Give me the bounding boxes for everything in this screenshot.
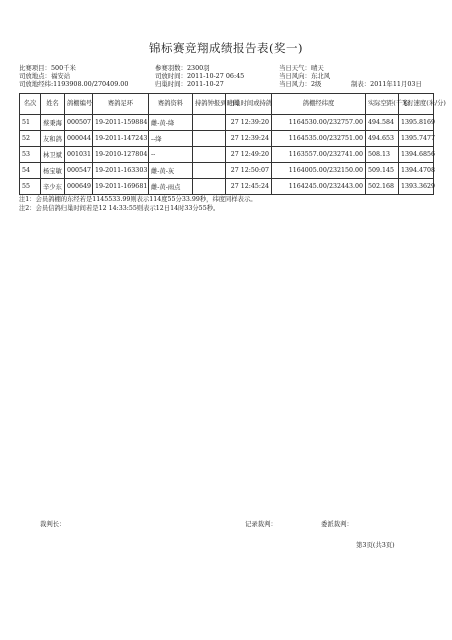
results-table [19, 93, 446, 195]
cell-pigeon-info: 雌-黄-灰 [149, 163, 193, 179]
cell-loft-id: 000507 [65, 115, 93, 131]
cell-name: 辛少东 [41, 179, 65, 195]
cell-pigeon-info: -- [149, 147, 193, 163]
cell-distance: 502.168 [366, 179, 399, 195]
header-loft-coords: 鸽棚经纬度 [272, 94, 366, 115]
cell-name: 蔡秉海 [41, 115, 65, 131]
cell-rank: 52 [20, 131, 41, 147]
cell-ring: 19-2011-169681 [93, 179, 149, 195]
header-name: 姓名 [41, 94, 65, 115]
cell-loft-coords: 1164535.00/232751.00 [272, 131, 366, 147]
cell-speed: 1394.4708 [399, 163, 434, 179]
cell-loft-id: 001031 [65, 147, 93, 163]
release-place: 司放地点：福安站 [19, 72, 71, 80]
cell-return-time: 27 12:45:24 [226, 179, 272, 195]
table-row [20, 115, 434, 131]
wind-force: 当日风力：2级 [279, 80, 322, 88]
cell-clock-time [193, 163, 226, 179]
cell-clock-time [193, 179, 226, 195]
cell-distance: 509.145 [366, 163, 399, 179]
header-pigeon-info: 赛鸽资料 [149, 94, 193, 115]
cell-ring: 19-2011-159884 [93, 115, 149, 131]
cell-speed: 1393.3629 [399, 179, 434, 195]
header-ring: 赛鸽足环 [93, 94, 149, 115]
note-1: 注1：会员鸽棚的东经若是1145533.99则表示114度55分33.99秒，纬度同样表示。 [19, 196, 257, 203]
cell-loft-coords: 1163557.00/232741.00 [272, 147, 366, 163]
cell-pigeon-info: --绛 [149, 131, 193, 147]
cell-loft-coords: 1164005.00/232150.00 [272, 163, 366, 179]
table-header-row [20, 94, 434, 115]
header-distance: 实际空距(千米) [366, 94, 399, 115]
cell-rank: 54 [20, 163, 41, 179]
cell-name: 友和鸽 [41, 131, 65, 147]
cell-ring: 19-2011-163303 [93, 163, 149, 179]
made-date: 制表：2011年11月03日 [351, 80, 422, 88]
cell-ring: 19-2011-147243 [93, 131, 149, 147]
cell-pigeon-info: 雌-黄-绛 [149, 115, 193, 131]
delegate-label: 委派裁判： [321, 520, 353, 528]
cell-speed: 1394.6856 [399, 147, 434, 163]
cell-loft-coords: 1164245.00/232443.00 [272, 179, 366, 195]
header-speed: 飞行速度(米/分) [399, 94, 434, 115]
release-time: 司放时间：2011-10-27 06:45 [155, 72, 245, 80]
header-rank: 名次 [20, 94, 41, 115]
table-row [20, 163, 434, 179]
header-loft-id: 鸽棚编号 [65, 94, 93, 115]
cell-ring: 19-2010-127804 [93, 147, 149, 163]
cell-speed: 1395.8169 [399, 115, 434, 131]
cell-return-time: 27 12:39:24 [226, 131, 272, 147]
recorder-label: 记录裁判： [245, 520, 277, 528]
header-clock-time: 持鸽钟报到时间 [193, 94, 226, 115]
cell-rank: 51 [20, 115, 41, 131]
page-title: 锦标赛竞翔成绩报告表(奖一) [149, 41, 303, 55]
table-row [20, 179, 434, 195]
header-return-time: 归巢时间或持鸽 [226, 94, 272, 115]
cell-name: 杨宝敏 [41, 163, 65, 179]
cell-clock-time [193, 147, 226, 163]
cell-clock-time [193, 131, 226, 147]
cell-speed: 1395.7477 [399, 131, 434, 147]
cell-rank: 55 [20, 179, 41, 195]
cell-clock-time [193, 115, 226, 131]
cell-distance: 508.13 [366, 147, 399, 163]
cell-distance: 494.584 [366, 115, 399, 131]
release-coordinates: 司放地经纬:1193908.00/270409.00 [19, 80, 129, 88]
cell-return-time: 27 12:50:07 [226, 163, 272, 179]
cell-rank: 53 [20, 147, 41, 163]
cell-distance: 494.653 [366, 131, 399, 147]
cell-loft-id: 000044 [65, 131, 93, 147]
weather: 当日天气：晴天 [279, 64, 324, 72]
cell-loft-coords: 1164530.00/232757.00 [272, 115, 366, 131]
note-2: 注2：会员信鸽归巢时间若是12 14:33:55则表示12日14时33分55秒。 [19, 205, 220, 212]
table-row [20, 131, 434, 147]
cell-name: 林卫斌 [41, 147, 65, 163]
referee-label: 裁判长： [40, 520, 66, 528]
return-time: 归巢时间：2011-10-27 [155, 80, 224, 88]
cell-return-time: 27 12:39:20 [226, 115, 272, 131]
cell-loft-id: 000547 [65, 163, 93, 179]
cell-pigeon-info: 雌-黄-雨点 [149, 179, 193, 195]
table-row [20, 147, 434, 163]
entries-count: 参赛羽数：2300羽 [155, 64, 210, 72]
race-item: 比赛项目：500千米 [19, 64, 76, 72]
wind-direction: 当日风向：东北风 [279, 72, 331, 80]
cell-loft-id: 000649 [65, 179, 93, 195]
cell-return-time: 27 12:49:20 [226, 147, 272, 163]
page-number: 第3页(共3页) [356, 541, 395, 549]
